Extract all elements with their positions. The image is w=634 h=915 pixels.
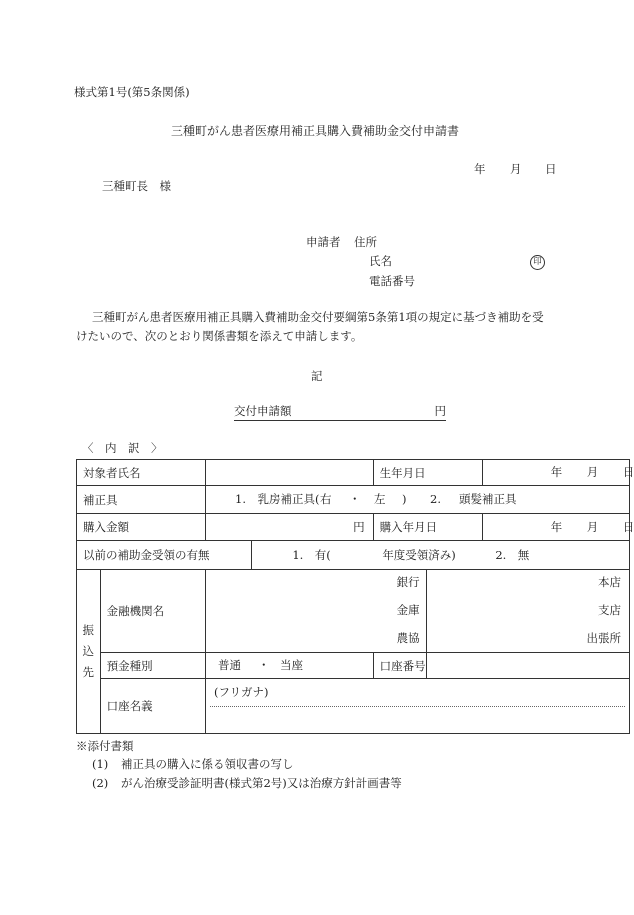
birthdate-label: 生年月日 [373,460,482,486]
attachment-2-text: がん治療受診証明書(様式第2号)又は治療方針計画書等 [121,776,402,790]
applicant-label: 申請者 [306,235,341,249]
prior-grant-label: 以前の補助金受領の有無 [77,541,252,570]
prosthesis-options [206,486,630,514]
purchase-year: 年 [550,520,563,534]
deposit-ordinary: 普通 [218,658,242,672]
row-prior-grant [77,541,630,570]
purchase-amount-unit: 円 [206,514,374,541]
bank-type-nokyo: 農協 [396,631,420,645]
birth-month: 月 [586,465,599,479]
prior-grant-options [252,541,630,570]
attachment-1-text: 補正具の購入に係る領収書の写し [121,757,294,771]
furigana-dotted-line [206,706,629,707]
birthdate-value [482,460,634,486]
close-paren: ) [402,492,407,506]
prosthesis-opt1: 1. 乳房補正具( [235,492,320,506]
body-text-line2: けたいので、次のとおり関係書類を添えて申請します。 [76,329,363,343]
deposit-type-options [206,653,374,679]
prosthesis-opt2-num: 2. [430,492,442,506]
deposit-checking: 当座 [280,658,304,672]
seal-mark [530,255,545,270]
account-number-value [426,653,629,679]
date-day: 日 [545,162,557,176]
body-text-line1: 三種町がん患者医療用補正具購入費補助金交付要綱第5条第1項の規定に基づき補助を受 [92,310,544,324]
attachment-1-num: (1) [92,757,109,771]
seal-text: 印 [530,255,545,270]
row-bank [77,570,630,653]
date-month: 月 [510,162,522,176]
attachment-2-num: (2) [92,776,109,790]
account-name-value [206,679,630,734]
left-option: 左 [374,492,386,506]
purchase-amount-label: 購入金額 [77,514,206,541]
bank-name-label: 金融機関名 [100,570,205,653]
prior-no: 2. 無 [495,548,530,562]
account-number-label: 口座番号 [373,653,426,679]
ki-heading: 記 [311,369,323,383]
phone-label: 電話番号 [369,274,415,288]
birth-day: 日 [622,465,634,479]
breakdown-label: 〈 内 訳 〉 [82,441,163,455]
transfer-destination-label: 振 込 先 [77,570,101,734]
attachments-heading: ※添付書類 [76,739,134,753]
form-number: 様式第1号(第5条関係) [74,85,190,99]
dot-separator: ・ [349,492,361,506]
address-label: 住所 [354,235,377,249]
deposit-type-label: 預金種別 [100,653,205,679]
bank-type-ginko: 銀行 [396,575,420,589]
addressee: 三種町長 様 [102,179,171,193]
row-prosthesis [77,486,630,514]
right-option: 右 [320,492,332,506]
breakdown-table [76,459,634,734]
prosthesis-opt2: 頭髪補正具 [459,492,517,506]
purchase-date-value [482,514,634,541]
purchase-month: 月 [586,520,599,534]
row-deposit [77,653,630,679]
grant-amount-label: 交付申請額 [234,404,292,418]
bank-types [206,570,427,653]
prior-yes: 1. 有( [292,548,331,562]
bank-type-kinko: 金庫 [396,603,420,617]
form-title: 三種町がん患者医療用補正具購入費補助金交付申請書 [170,124,459,138]
furigana-label: (フリガナ) [214,685,269,699]
grant-amount-line [234,406,446,421]
date-year: 年 [474,162,486,176]
prior-yes-detail: 年度受領済み) [382,548,456,562]
row-account-name [77,679,630,734]
prosthesis-label: 補正具 [77,486,206,514]
deposit-dot: ・ [258,658,270,672]
row-subject [77,460,630,486]
subject-name-value [206,460,374,486]
grant-amount-unit: 円 [434,404,446,418]
birth-year: 年 [550,465,563,479]
purchase-day: 日 [622,520,634,534]
account-name-label: 口座名義 [100,679,205,734]
row-purchase [77,514,630,541]
branch-types [426,570,629,653]
branch-type-honten: 本店 [598,575,621,589]
branch-type-shutchojo: 出張所 [586,631,621,645]
name-label: 氏名 [369,254,392,268]
subject-name-label: 対象者氏名 [77,460,206,486]
branch-type-shiten: 支店 [598,603,621,617]
purchase-date-label: 購入年月日 [373,514,482,541]
